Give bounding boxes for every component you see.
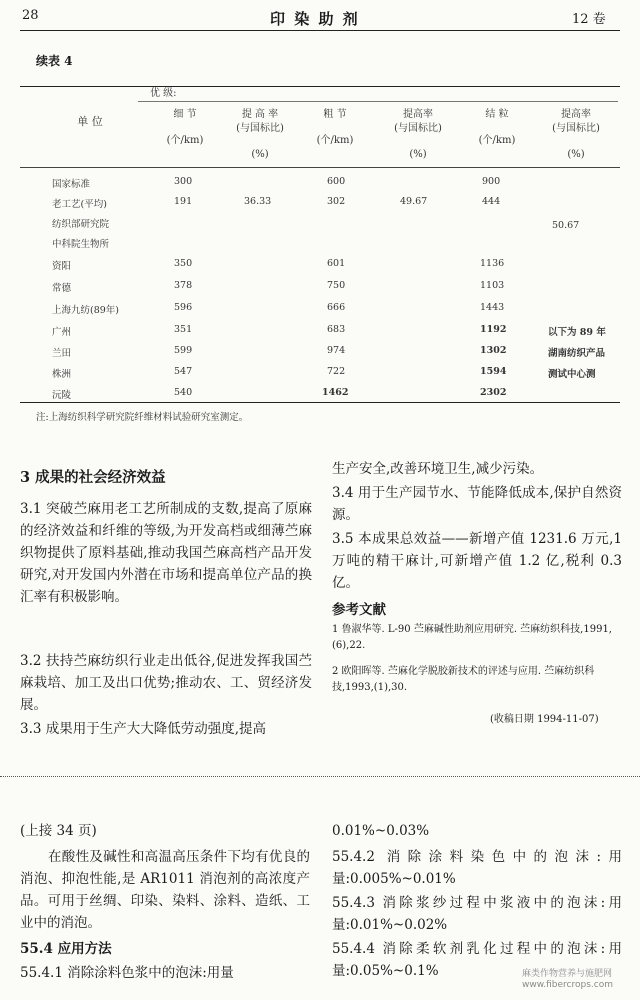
paragraph-3-4: 3.4 用于生产园节水、节能降低成本,保护自然资源。: [332, 485, 622, 523]
table-row: 中科院生物所: [52, 239, 110, 250]
col-header-3: 提高率 (与国标比) (%): [394, 109, 442, 160]
table-row: 沅陵 540 1462 2302: [52, 387, 507, 401]
table-row: 广州 351 683 1192 以下为 89 年: [52, 324, 606, 338]
volume-label: 12 卷: [572, 12, 606, 27]
header-bottom-rule: [20, 167, 620, 168]
page-number: 28: [22, 8, 39, 23]
paragraph-3-1: 3.1 突破苎麻用老工艺所制成的支数,提高了原麻的经济效益和纤维的等级,为开发高档或细薄苎麻织物提供了原料基础,推动我国苎麻高档产品开发研究,对开发国内外潜在市场和提高单位产品的换汇率有积极影响。: [20, 501, 312, 605]
table-row: 上海九纺(89年) 596 666 1443: [52, 302, 505, 316]
references-title: 参考文献: [332, 602, 386, 618]
superheader-rule: [138, 101, 618, 102]
table-caption: 续表 4: [36, 54, 73, 68]
journal-title: 印 染 助 剂: [270, 10, 360, 28]
paragraph-55-4-4: 55.4.4 消除柔软剂乳化过程中的泡沫:用量:0.05%~0.1%: [332, 941, 622, 979]
paragraph-55-4-3: 55.4.3 消除浆纱过程中浆液中的泡沫:用量:0.01%~0.02%: [332, 895, 622, 933]
table-row: 株洲 547 722 1594 测试中心测: [52, 366, 596, 380]
reference-item: 2 欧阳晖等. 苎麻化学脱胶新技术的评述与应用. 苎麻纺织科技,1993,(1),30.: [332, 666, 595, 693]
paragraph-55-4-1: 55.4.1 消除涂料色浆中的泡沫:用量: [20, 965, 234, 981]
table-note: 注:上海纺织科学研究院纤维材料试验研究室测定。: [36, 412, 249, 423]
table-top-rule: [20, 86, 620, 87]
col-header-2: 粗 节 (个/km): [316, 109, 354, 146]
header-rule: [20, 30, 620, 31]
heading-55-4: 55.4 应用方法: [20, 941, 112, 957]
dosage-55-4-1: 0.01%~0.03%: [332, 823, 430, 839]
watermark-line-2: www.fibercrops.com: [522, 980, 613, 990]
unit-header: 单 位: [77, 115, 103, 128]
paragraph-3-3-cont: 生产安全,改善环境卫生,减少污染。: [332, 461, 544, 477]
continued-paragraph: 在酸性及碱性和高温高压条件下均有优良的消泡、抑泡性能,是 AR1011 消泡剂的高浓度产品。可用于丝绸、印染、染料、涂料、造纸、工业中的消泡。: [20, 849, 310, 931]
continued-from: (上接 34 页): [20, 823, 97, 839]
col-header-0: 细 节 (个/km): [166, 109, 204, 146]
table-row: 纺织部研究院 50.67: [52, 219, 580, 231]
article-separator: [0, 776, 640, 777]
table-row: 常德 378 750 1103: [52, 280, 505, 294]
paragraph-3-5: 3.5 本成果总效益——新增产值 1231.6 万元,1 万吨的精干麻计,可新增产值 1.2 亿,税利 0.3 亿。: [332, 531, 622, 591]
col-header-5: 提高率 (与国标比) (%): [552, 109, 600, 160]
paragraph-3-2: 3.2 扶持苎麻纺织行业走出低谷,促进发挥我国苎麻栽培、加工及出口优势;推动农、工、贸经济发展。: [20, 653, 312, 713]
table-row: 国家标准 300 600 900: [52, 176, 501, 190]
table-row: 老工艺(平均) 191 36.33 302 49.67 444: [52, 196, 501, 210]
table-bottom-rule: [20, 402, 620, 403]
paragraph-55-4-2: 55.4.2 消除涂料染色中的泡沫:用量:0.005%~0.01%: [332, 849, 622, 887]
table-row: 资阳 350 601 1136: [52, 258, 505, 272]
received-date: (收稿日期 1994-11-07): [490, 714, 599, 725]
section-3-title: 3 成果的社会经济效益: [20, 469, 166, 486]
table-row: 兰田 599 974 1302 湖南纺织产品: [52, 345, 606, 359]
col-header-4: 结 粒 (个/km): [478, 109, 516, 146]
reference-item: 1 鲁淑华等. L-90 苎麻碱性助剂应用研究. 苎麻纺织科技,1991,(6),22.: [332, 624, 612, 651]
table-superheader: 优 级:: [150, 88, 177, 99]
table-body: [0, 176, 640, 408]
paragraph-3-3: 3.3 成果用于生产大大降低劳动强度,提高: [20, 721, 267, 737]
col-header-1: 提 高 率 (与国标比) (%): [236, 109, 284, 160]
watermark-line-1: 麻类作物营养与施肥网: [522, 969, 613, 979]
